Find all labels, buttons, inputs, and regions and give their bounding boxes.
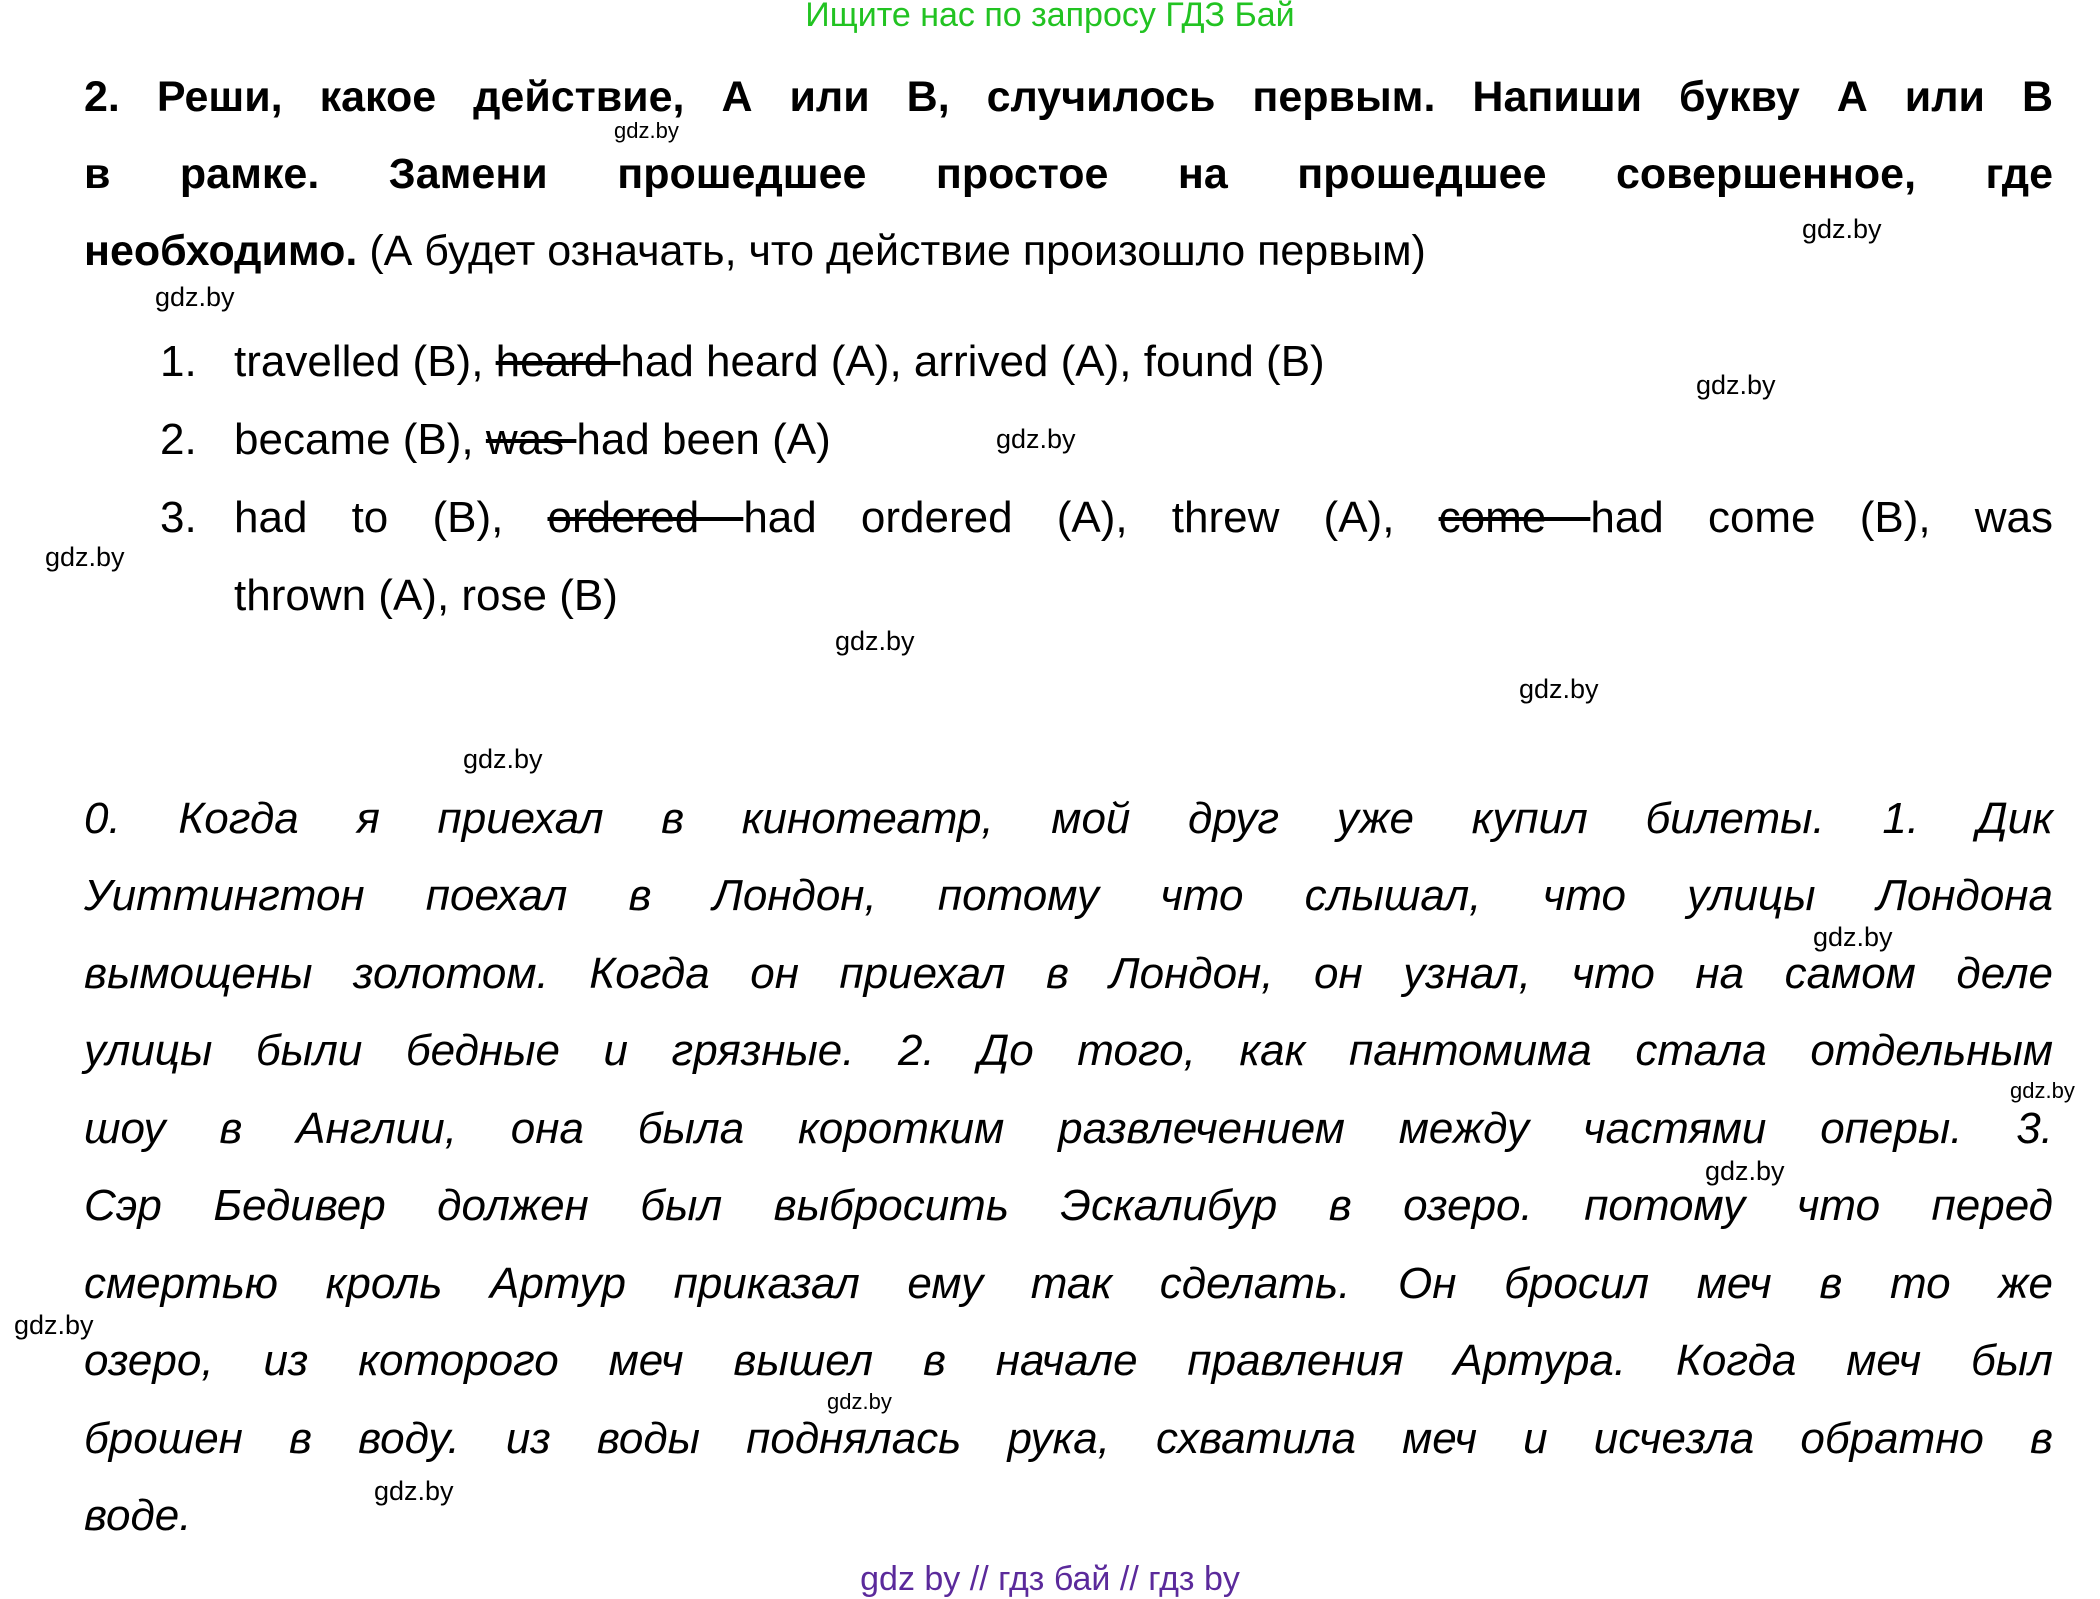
answer-3: [160, 493, 2053, 542]
translation-line: вымощены золотом. Когда он приехал в Лондон, он узнал, что на самом деле: [84, 949, 2053, 998]
translation-line: Уиттингтон поехал в Лондон, потому что слышал, что улицы Лондона: [84, 871, 2053, 920]
answer-number: 3.: [160, 493, 197, 542]
watermark: gdz.by: [463, 744, 543, 774]
translation-line: брошен в воду. из воды поднялась рука, схватила меч и исчезла обратно в: [84, 1414, 2053, 1463]
answer-3-continuation: thrown (A), rose (B): [234, 571, 618, 620]
watermark: gdz.by: [1696, 370, 1776, 400]
struck-word: ordered: [547, 493, 744, 542]
answer-text: had ordered (A), threw (A),: [743, 493, 1439, 542]
answer-number: 2.: [160, 415, 197, 464]
answer-text: had heard (A), arrived (A), found (B): [620, 337, 1325, 386]
task-title-bold: необходимо.: [84, 227, 358, 275]
watermark: gdz.by: [1802, 214, 1882, 244]
task-title-line-1: 2. Реши, какое действие, А или В, случилось первым. Напиши букву А или В: [84, 73, 2053, 121]
watermark: gdz.by: [835, 626, 915, 656]
watermark: gdz.by: [2010, 1078, 2075, 1103]
footer-links: gdz by // гдз бай // гдз by: [860, 1560, 1240, 1598]
translation-line: смертью кроль Артур приказал ему так сделать. Он бросил меч в то же: [84, 1259, 2053, 1308]
watermark: gdz.by: [996, 424, 1076, 454]
answer-2: [160, 415, 2053, 464]
watermark: gdz.by: [614, 118, 679, 143]
watermark: gdz.by: [14, 1310, 94, 1340]
answer-text: had to (B),: [234, 493, 548, 542]
task-note: (А будет означать, что действие произошло первым): [369, 227, 1426, 275]
answer-text: had been (A): [576, 415, 831, 464]
watermark: gdz.by: [827, 1389, 892, 1414]
answer-text: became (B),: [234, 415, 486, 464]
watermark: gdz.by: [1519, 674, 1599, 704]
translation-line: Сэр Бедивер должен был выбросить Эскалибур в озеро. потому что перед: [84, 1181, 2053, 1230]
watermark: gdz.by: [1705, 1156, 1785, 1186]
struck-word: was: [485, 415, 577, 464]
translation-line: улицы были бедные и грязные. 2. До того, как пантомима стала отдельным: [84, 1026, 2053, 1075]
struck-word: come: [1438, 493, 1591, 542]
watermark: gdz.by: [155, 282, 235, 312]
task-title-line-2: в рамке. Замени прошедшее простое на прошедшее совершенное, где: [84, 150, 2053, 198]
translation-line: шоу в Англии, она была коротким развлечением между частями оперы. 3.: [84, 1104, 2053, 1153]
watermark: gdz.by: [374, 1476, 454, 1506]
translation-line: озеро, из которого меч вышел в начале правления Артура. Когда меч был: [84, 1336, 2053, 1385]
answer-number: 1.: [160, 337, 197, 386]
translation-line: воде.: [84, 1491, 192, 1540]
struck-word: heard: [495, 337, 621, 386]
watermark: gdz.by: [1813, 922, 1893, 952]
answer-text: travelled (B),: [234, 337, 496, 386]
answer-text: had come (B), was: [1590, 493, 2053, 542]
search-banner: Ищите нас по запросу ГДЗ Бай: [805, 0, 1295, 34]
watermark: gdz.by: [45, 542, 125, 572]
translation-line: 0. Когда я приехал в кинотеатр, мой друг уже купил билеты. 1. Дик: [84, 794, 2053, 843]
